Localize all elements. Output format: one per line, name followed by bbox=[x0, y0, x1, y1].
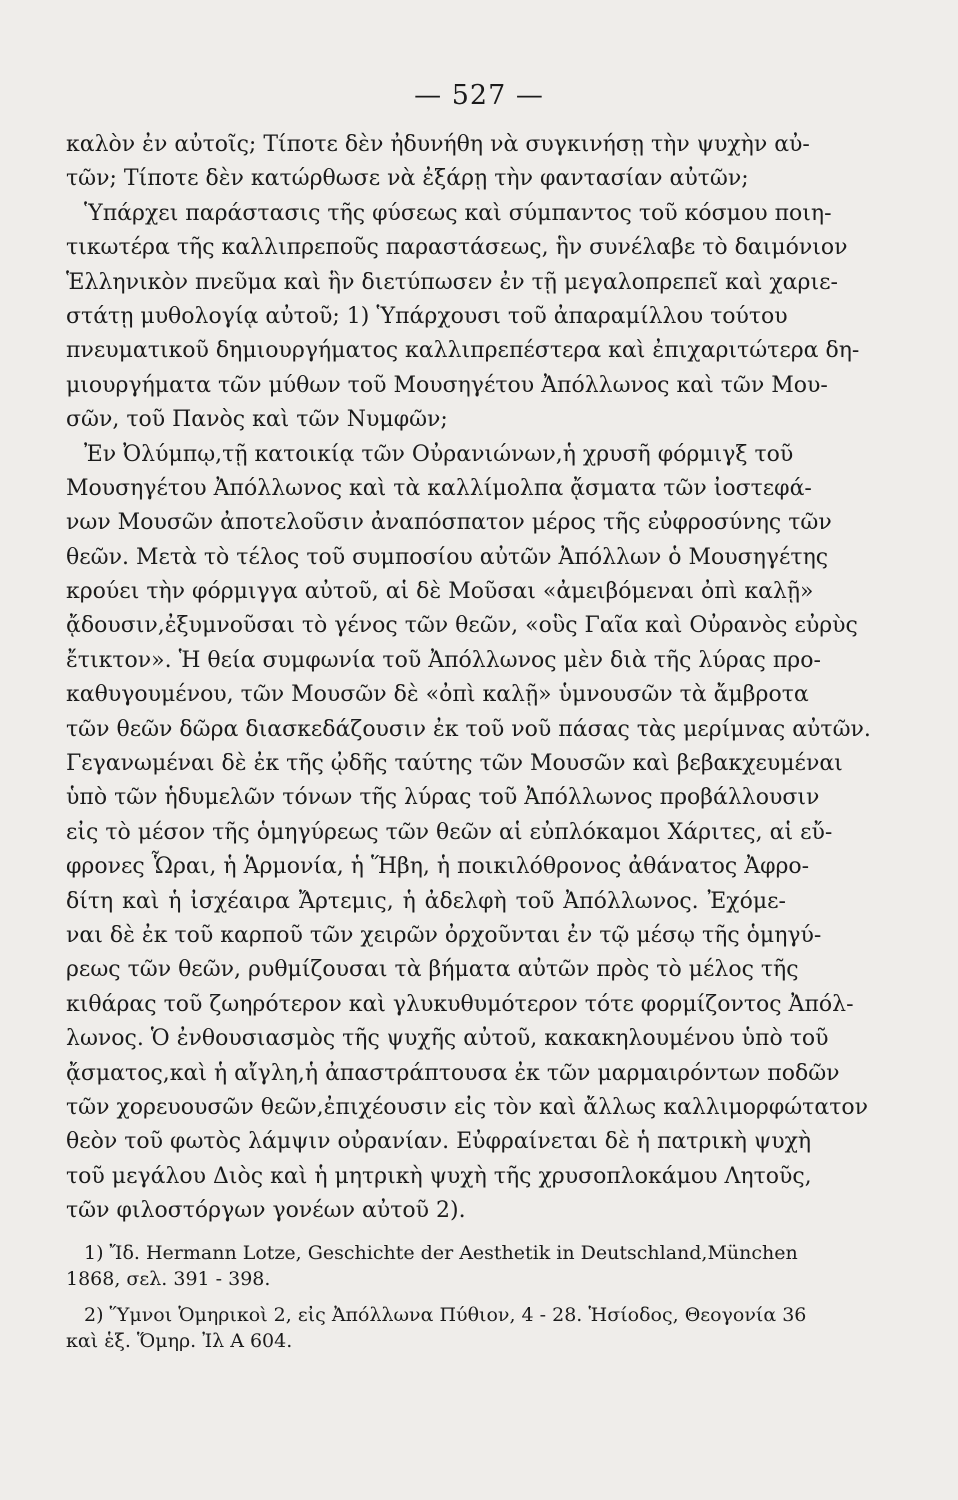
footnote-line: 1) Ἴδ. Hermann Lotze, Geschichte der Aesthetik in Deutschland,München bbox=[84, 1242, 798, 1264]
footnote-line: καὶ ἑξ. Ὅμηρ. Ἰλ Α 604. bbox=[66, 1330, 293, 1352]
text-line: φρονες Ὧραι, ἡ Ἁρμονία, ἡ Ἥβη, ἡ ποικιλόθρονος ἀθάνατος Ἀφρο- bbox=[66, 854, 810, 880]
text-line: Γεγανωμέναι δὲ ἐκ τῆς ᾠδῆς ταύτης τῶν Μουσῶν καὶ βεβακχευμέναι bbox=[66, 751, 843, 777]
text-line: Μουσηγέτου Ἀπόλλωνος καὶ τὰ καλλίμολπα ᾄσματα τῶν ἰοστεφά- bbox=[66, 475, 812, 501]
text-line: πνευματικοῦ δημιουργήματος καλλιπρεπέστερα καὶ ἐπιχαριτώτερα δη- bbox=[66, 338, 860, 364]
text-line: καθυγουμένου, τῶν Μουσῶν δὲ «ὀπὶ καλῇ» ὑμνουσῶν τὰ ἄμβροτα bbox=[66, 682, 809, 708]
text-line: Ἐν Ὀλύμπῳ,τῇ κατοικίᾳ τῶν Οὐρανιώνων,ἡ χρυσῆ φόρμιγξ τοῦ bbox=[84, 441, 794, 467]
text-line: τοῦ μεγάλου Διὸς καὶ ἡ μητρικὴ ψυχὴ τῆς χρυσοπλοκάμου Λητοῦς, bbox=[66, 1163, 812, 1189]
text-line: ναι δὲ ἐκ τοῦ καρποῦ τῶν χειρῶν ὀρχοῦνται ἐν τῷ μέσῳ τῆς ὁμηγύ- bbox=[66, 922, 822, 948]
text-line: ᾄδουσιν,ἐξυμνοῦσαι τὸ γένος τῶν θεῶν, «οὓς Γαῖα καὶ Οὐρανὸς εὐρὺς bbox=[66, 613, 858, 639]
footnotes bbox=[66, 1240, 807, 1354]
text-line: λωνος. Ὁ ἐνθουσιασμὸς τῆς ψυχῆς αὐτοῦ, κακακηλουμένου ὑπὸ τοῦ bbox=[66, 1026, 829, 1052]
text-line: θεῶν. Μετὰ τὸ τέλος τοῦ συμποσίου αὐτῶν Ἀπόλλων ὁ Μουσηγέτης bbox=[66, 544, 829, 570]
text-line: τῶν χορευουσῶν θεῶν,ἐπιχέουσιν εἰς τὸν καὶ ἄλλως καλλιμορφώτατον bbox=[66, 1094, 869, 1120]
text-line: μιουργήματα τῶν μύθων τοῦ Μουσηγέτου Ἀπόλλωνος καὶ τῶν Μου- bbox=[66, 372, 828, 398]
text-line: τικωτέρα τῆς καλλιπρεποῦς παραστάσεως, ἣν συνέλαβε τὸ δαιμόνιον bbox=[66, 235, 848, 261]
text-line: τῶν φιλοστόργων γονέων αὐτοῦ 2). bbox=[66, 1198, 466, 1224]
text-line: κρούει τὴν φόρμιγγα αὐτοῦ, αἱ δὲ Μοῦσαι «ἀμειβόμεναι ὀπὶ καλῇ» bbox=[66, 579, 814, 605]
body-text bbox=[66, 128, 871, 1229]
text-line: νων Μουσῶν ἀποτελοῦσιν ἀναπόσπατον μέρος τῆς εὐφροσύνης τῶν bbox=[66, 510, 832, 536]
text-line: ᾄσματος,καὶ ἡ αἴγλη,ἡ ἀπαστράπτουσα ἐκ τῶν μαρμαιρόντων ποδῶν bbox=[66, 1060, 840, 1086]
footnote-line: 1868, σελ. 391 - 398. bbox=[66, 1268, 271, 1290]
text-line: εἰς τὸ μέσον τῆς ὁμηγύρεως τῶν θεῶν αἱ εὐπλόκαμοι Χάριτες, αἱ εὔ- bbox=[66, 819, 833, 845]
text-line: Ὑπάρχει παράστασις τῆς φύσεως καὶ σύμπαντος τοῦ κόσμου ποιη- bbox=[84, 200, 832, 226]
text-line: κιθάρας τοῦ ζωηρότερον καὶ γλυκυθυμότερον τότε φορμίζοντος Ἀπόλ- bbox=[66, 991, 854, 1017]
footnote-line: 2) Ὕμνοι Ὁμηρικοὶ 2, εἰς Ἀπόλλωνα Πύθιον, 4 - 28. Ἡσίοδος, Θεογονία 36 bbox=[84, 1304, 807, 1326]
text-line: Ἑλληνικὸν πνεῦμα καὶ ἣν διετύπωσεν ἐν τῇ μεγαλοπρεπεῖ καὶ χαριε- bbox=[66, 269, 838, 295]
text-line: τῶν; Τίποτε δὲν κατώρθωσε νὰ ἐξάρῃ τὴν φαντασίαν αὐτῶν; bbox=[66, 166, 749, 192]
text-line: ὑπὸ τῶν ἡδυμελῶν τόνων τῆς λύρας τοῦ Ἀπόλλωνος προβάλλουσιν bbox=[66, 785, 820, 811]
text-line: στάτῃ μυθολογίᾳ αὐτοῦ; 1) Ὑπάρχουσι τοῦ ἀπαραμίλλου τούτου bbox=[66, 303, 788, 329]
text-line: τῶν θεῶν δῶρα διασκεδάζουσιν ἐκ τοῦ νοῦ πάσας τὰς μερίμνας αὐτῶν. bbox=[66, 716, 871, 742]
page-number: — 527 — bbox=[414, 80, 544, 111]
text-line: θεὸν τοῦ φωτὸς λάμψιν οὐρανίαν. Εὐφραίνεται δὲ ἡ πατρικὴ ψυχὴ bbox=[66, 1129, 812, 1155]
text-line: ρεως τῶν θεῶν, ρυθμίζουσαι τὰ βήματα αὐτῶν πρὸς τὸ μέλος τῆς bbox=[66, 957, 799, 983]
text-line: ἔτικτον». Ἡ θεία συμφωνία τοῦ Ἀπόλλωνος μὲν διὰ τῆς λύρας προ- bbox=[66, 647, 821, 673]
text-line: δίτη καὶ ἡ ἰσχέαιρα Ἄρτεμις, ἡ ἀδελφὴ τοῦ Ἀπόλλωνος. Ἐχόμε- bbox=[66, 888, 786, 914]
text-line: σῶν, τοῦ Πανὸς καὶ τῶν Νυμφῶν; bbox=[66, 407, 448, 433]
text-line: καλὸν ἐν αὐτοῖς; Τίποτε δὲν ἠδυνήθη νὰ συγκινήσῃ τὴν ψυχὴν αὐ- bbox=[66, 132, 810, 157]
